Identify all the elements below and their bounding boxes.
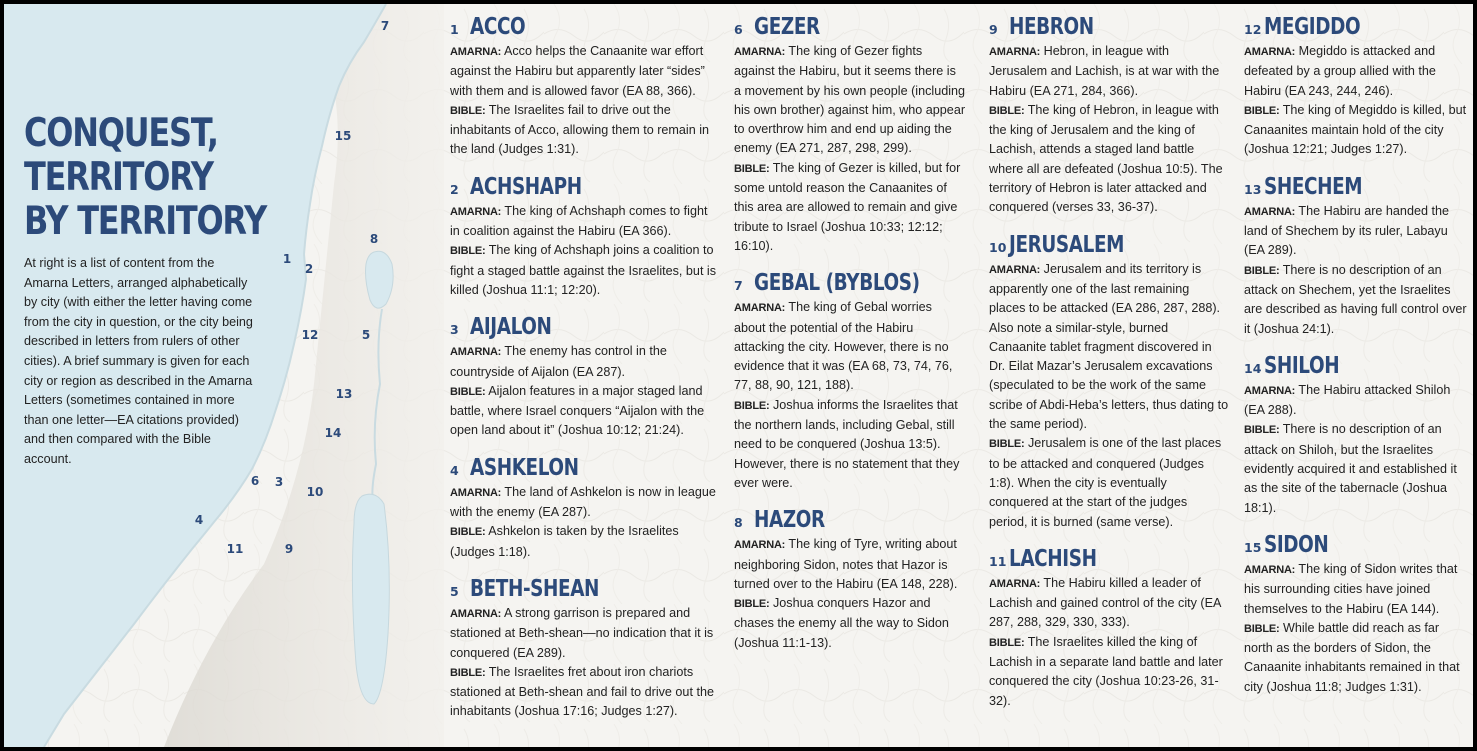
amarna-label: AMARNA: xyxy=(734,46,786,58)
entry-name: ACHSHAPH xyxy=(470,173,582,200)
bible-paragraph: BIBLE: There is no description of an attack on Shiloh, but the Israelites evidently acquired it and established it as the site of the tabernacle (Joshua 18:1). xyxy=(1244,422,1457,515)
map-marker: 14 xyxy=(324,426,342,440)
bible-paragraph: BIBLE: There is no description of an attack on Shechem, yet the Israelites are described as having full control over it (Joshua 24:1). xyxy=(1244,262,1467,336)
entry-achshaph xyxy=(450,174,718,300)
entry-shechem xyxy=(1244,174,1470,339)
entry-number: 1 xyxy=(450,22,459,37)
entry-hazor xyxy=(734,507,966,653)
map-marker: 11 xyxy=(226,542,244,556)
map-marker: 7 xyxy=(380,19,390,33)
bible-label: BIBLE: xyxy=(1244,622,1280,635)
bible-label: BIBLE: xyxy=(450,385,486,398)
entry-acco xyxy=(450,14,718,160)
entry-number: 9 xyxy=(989,22,998,37)
entry-sidon xyxy=(1244,532,1470,697)
bible-label: BIBLE: xyxy=(1244,104,1280,117)
amarna-label: AMARNA: xyxy=(450,46,502,58)
amarna-paragraph: AMARNA: The king of Gebal worries about the potential of the Habiru attacking the city. However, there is no evidence that it was (EA 68, 73, 74, 76, 77, 88, 90, 121, 188). xyxy=(734,300,953,393)
article-page xyxy=(4,4,1473,747)
entry-number: 10 xyxy=(989,239,1007,255)
bible-label: BIBLE: xyxy=(450,104,486,117)
amarna-paragraph: AMARNA: The king of Tyre, writing about neighboring Sidon, notes that Hazor is turned over to the Habiru (EA 148, 228). xyxy=(734,537,958,591)
entry-gebal xyxy=(734,270,966,493)
map-marker: 10 xyxy=(306,485,324,499)
amarna-label: AMARNA: xyxy=(734,302,786,315)
entries-column-2 xyxy=(734,14,966,667)
map-marker: 4 xyxy=(194,513,204,527)
entry-number: 7 xyxy=(734,278,743,294)
entry-name: SHECHEM xyxy=(1264,173,1363,200)
entry-name: AIJALON xyxy=(470,314,552,341)
entry-number: 3 xyxy=(450,322,459,338)
map-marker: 13 xyxy=(335,387,353,401)
bible-label: BIBLE: xyxy=(450,666,486,679)
amarna-paragraph: AMARNA: The Habiru are handed the land of Shechem by its ruler, Labayu (EA 289). xyxy=(1244,203,1449,258)
bible-paragraph: BIBLE: Aijalon features in a major staged land battle, where Israel conquers “Aijalon with the open land about it” (Joshua 10:12; 21:24). xyxy=(450,383,705,438)
amarna-label: AMARNA: xyxy=(450,607,502,620)
map-marker: 8 xyxy=(369,232,379,246)
bible-label: BIBLE: xyxy=(450,526,486,539)
entry-name: GEZER xyxy=(754,14,820,40)
bible-label: BIBLE: xyxy=(989,104,1025,117)
entry-number: 12 xyxy=(1244,22,1262,37)
amarna-paragraph: AMARNA: The king of Gezer fights against the Habiru, but it seems there is a movement by his own people (including his own brother) against him, who appear to overthrow him and end up aiding the enemy (EA 271, 287, 298, 299). xyxy=(734,44,966,156)
amarna-label: AMARNA: xyxy=(450,205,502,218)
entry-ashkelon xyxy=(450,455,718,562)
entry-hebron xyxy=(989,14,1229,218)
amarna-label: AMARNA: xyxy=(989,46,1041,58)
map-marker: 5 xyxy=(361,328,371,342)
entry-number: 4 xyxy=(450,462,459,478)
entry-name: ACCO xyxy=(470,14,526,40)
amarna-label: AMARNA: xyxy=(450,486,502,499)
amarna-paragraph: AMARNA: Jerusalem and its territory is apparently one of the last remaining places to be attacked (EA 286, 287, 288). Also note a similar-style, burned Canaanite tablet fragment discovered in Dr. Eilat Mazar’s Jerusalem excavations (speculated to be the work of the same scribe of Abdi-Heba’s letters, thus dating to the same period). xyxy=(989,261,1229,432)
bible-paragraph: BIBLE: Ashkelon is taken by the Israelites (Judges 1:18). xyxy=(450,524,679,559)
bible-paragraph: BIBLE: The Israelites fail to drive out the inhabitants of Acco, allowing them to remain in the land (Judges 1:31). xyxy=(450,102,710,157)
amarna-label: AMARNA: xyxy=(989,577,1041,590)
entry-name: HEBRON xyxy=(1009,14,1094,40)
bible-paragraph: BIBLE: The king of Megiddo is killed, but Canaanites maintain hold of the city (Joshua 12:21; Judges 1:27). xyxy=(1244,102,1467,157)
entries-column-4 xyxy=(1244,14,1470,711)
amarna-paragraph: AMARNA: A strong garrison is prepared and stationed at Beth-shean—no indication that it is conquered (EA 289). xyxy=(450,605,714,660)
amarna-paragraph: AMARNA: Acco helps the Canaanite war effort against the Habiru but apparently later “sides” with them and is allowed favor (EA 88, 366). xyxy=(450,44,705,98)
bible-label: BIBLE: xyxy=(734,598,770,611)
amarna-label: AMARNA: xyxy=(734,539,786,552)
bible-label: BIBLE: xyxy=(989,636,1025,649)
entry-jerusalem xyxy=(989,232,1229,532)
entry-name: SIDON xyxy=(1264,531,1329,558)
entry-name: MEGIDDO xyxy=(1264,14,1361,40)
bible-paragraph: BIBLE: Jerusalem is one of the last places to be attacked and conquered (Judges 1:8). When the city is eventually conquered at the start of the judges period, it is burned (same verse). xyxy=(989,436,1222,529)
amarna-label: AMARNA: xyxy=(989,263,1041,276)
map-marker: 6 xyxy=(250,474,260,488)
amarna-label: AMARNA: xyxy=(1244,205,1296,218)
bible-label: BIBLE: xyxy=(734,399,770,412)
map-marker: 15 xyxy=(334,129,352,143)
bible-paragraph: BIBLE: While battle did reach as far north as the borders of Sidon, the Canaanite inhabitants remained in that city (Joshua 11:8; Judges 1:31). xyxy=(1244,620,1460,694)
entry-number: 11 xyxy=(989,553,1007,569)
map-marker: 2 xyxy=(304,262,314,276)
map-marker: 9 xyxy=(284,542,294,556)
bible-paragraph: BIBLE: The king of Achshaph joins a coalition to fight a staged battle against the Israelites, but is killed (Joshua 11:1; 12:20). xyxy=(450,243,717,297)
page-title: CONQUEST, TERRITORY BY TERRITORY xyxy=(24,111,267,244)
map-marker: 12 xyxy=(301,328,319,342)
entry-number: 13 xyxy=(1244,181,1262,197)
entry-aijalon xyxy=(450,314,718,440)
entry-number: 6 xyxy=(734,22,743,37)
bible-label: BIBLE: xyxy=(450,245,486,258)
amarna-label: AMARNA: xyxy=(1244,563,1296,576)
bible-label: BIBLE: xyxy=(989,438,1025,451)
entry-name: BETH-SHEAN xyxy=(470,575,600,602)
bible-paragraph: BIBLE: The Israelites killed the king of Lachish in a separate land battle and later conquered the city (Joshua 10:23-26, 31-32). xyxy=(989,634,1223,708)
bible-label: BIBLE: xyxy=(734,162,770,175)
entry-number: 15 xyxy=(1244,539,1262,555)
entry-name: LACHISH xyxy=(1009,545,1097,572)
entry-number: 2 xyxy=(450,181,459,197)
entries-column-3 xyxy=(989,14,1229,725)
entry-beth-shean xyxy=(450,576,718,722)
bible-label: BIBLE: xyxy=(1244,264,1280,277)
amarna-paragraph: AMARNA: The Habiru attacked Shiloh (EA 288). xyxy=(1244,382,1451,418)
entry-lachish xyxy=(989,546,1229,711)
entry-name: GEBAL (BYBLOS) xyxy=(754,270,920,297)
amarna-paragraph: AMARNA: The king of Sidon writes that his surrounding cities have joined themselves to the Habiru (EA 144). xyxy=(1244,561,1458,616)
amarna-label: AMARNA: xyxy=(450,346,502,359)
entry-number: 5 xyxy=(450,583,459,599)
bible-paragraph: BIBLE: Joshua conquers Hazor and chases the enemy all the way to Sidon (Joshua 11:1-13). xyxy=(734,596,949,650)
bible-paragraph: BIBLE: The king of Hebron, in league with the king of Jerusalem and the king of Lachish, attends a staged land battle where all are defeated (Joshua 10:5). The territory of Hebron is later attacked and conquered (verses 33, 36-37). xyxy=(989,102,1223,215)
entry-name: SHILOH xyxy=(1264,352,1340,379)
bible-paragraph: BIBLE: The Israelites fret about iron chariots stationed at Beth-shean and fail to drive out the inhabitants (Joshua 17:16; Judges 1:27). xyxy=(450,664,714,719)
bible-paragraph: BIBLE: Joshua informs the Israelites that the northern lands, including Gebal, still need to be conquered (Joshua 13:5). However, there is no statement that they ever were. xyxy=(734,397,960,490)
entry-name: JERUSALEM xyxy=(1009,231,1125,258)
entry-number: 14 xyxy=(1244,360,1262,376)
dead-sea xyxy=(352,494,389,704)
bible-paragraph: BIBLE: The king of Gezer is killed, but for some untold reason the Canaanites of this area are allowed to remain and give tribute to Israel (Joshua 10:33; 12:12; 16:10). xyxy=(734,160,961,253)
amarna-paragraph: AMARNA: The Habiru killed a leader of Lachish and gained control of the city (EA 287, 288, 329, 330, 333). xyxy=(989,575,1221,630)
map-marker: 1 xyxy=(282,252,292,266)
entry-name: ASHKELON xyxy=(470,454,579,481)
map-marker: 3 xyxy=(274,475,284,489)
amarna-paragraph: AMARNA: The land of Ashkelon is now in league with the enemy (EA 287). xyxy=(450,484,716,520)
bible-label: BIBLE: xyxy=(1244,424,1280,437)
entry-shiloh xyxy=(1244,353,1470,518)
amarna-paragraph: AMARNA: The enemy has control in the countryside of Aijalon (EA 287). xyxy=(450,344,667,379)
entry-name: HAZOR xyxy=(754,507,825,534)
amarna-paragraph: AMARNA: Megiddo is attacked and defeated by a group allied with the Habiru (EA 243, 244, 246). xyxy=(1244,44,1436,98)
entry-gezer xyxy=(734,14,966,256)
entry-megiddo xyxy=(1244,14,1470,160)
amarna-label: AMARNA: xyxy=(1244,384,1296,397)
intro-text: At right is a list of content from the Amarna Letters, arranged alphabetically by city (with either the letter having come from the city in question, or the city being described in letters from rulers of other cities). A brief summary is given for each city or region as described in the Amarna Letters (sometimes contained in more than one letter—EA citations provided) and then compared with the Bible account. xyxy=(24,256,253,466)
amarna-paragraph: AMARNA: Hebron, in league with Jerusalem and Lachish, is at war with the Habiru (EA 271, 284, 366). xyxy=(989,44,1220,98)
entries-column-1 xyxy=(450,14,718,736)
amarna-paragraph: AMARNA: The king of Achshaph comes to fight in coalition against the Habiru (EA 366). xyxy=(450,203,708,239)
amarna-label: AMARNA: xyxy=(1244,46,1296,58)
entry-number: 8 xyxy=(734,515,743,531)
